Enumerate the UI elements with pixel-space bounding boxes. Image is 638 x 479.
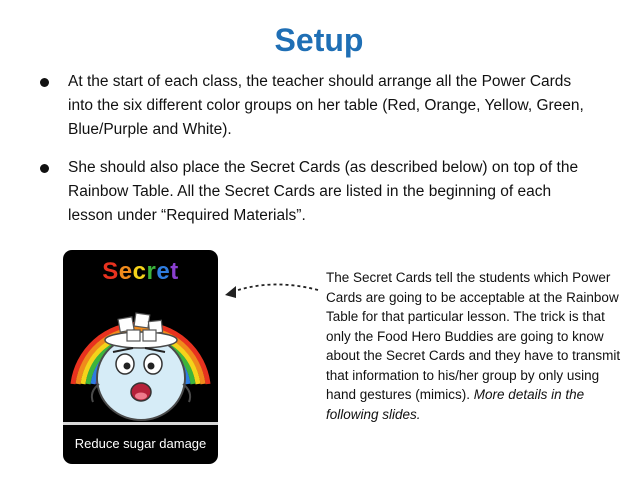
note-text: The Secret Cards tell the students which Power Cards are going to be acceptable at the Rainbow Table for that particular lesson. The trick is that only the Food Hero Buddies are going to know about the Secret Cards and they have to transmit that information to his/her group by only using hand gestures (mimics). (326, 270, 621, 402)
card-title-letter: r (146, 258, 157, 285)
bullet-text: She should also place the Secret Cards (as described below) on top of the Rainbow Table. All the Secret Cards are listed in the beginning of each lesson under “Required Materials”. (68, 159, 579, 224)
card-title-letter: c (132, 258, 147, 285)
note-italic-text: More details in the following slides. (326, 387, 585, 422)
bullet-dot (40, 164, 49, 173)
card-title (63, 258, 218, 286)
dashed-arrow-icon (222, 280, 322, 304)
bullet-list (40, 70, 600, 242)
bullet-item (40, 70, 600, 142)
secret-cards-note (326, 268, 626, 424)
secret-card (63, 250, 218, 464)
slide-title: Setup (274, 22, 364, 58)
bullet-item (40, 156, 600, 228)
card-divider (63, 422, 218, 425)
card-caption: Reduce sugar damage (74, 436, 207, 451)
sugar-bowl-illustration (63, 288, 218, 422)
card-title-letter: t (170, 258, 179, 285)
card-title-letter: e (156, 258, 171, 285)
bullet-text: At the start of each class, the teacher should arrange all the Power Cards into the six different color groups on her table (Red, Orange, Yellow, Green, Blue/Purple and White). (68, 73, 584, 138)
card-title-letter: S (102, 258, 119, 285)
card-title-letter: e (118, 258, 133, 285)
bullet-dot (40, 78, 49, 87)
